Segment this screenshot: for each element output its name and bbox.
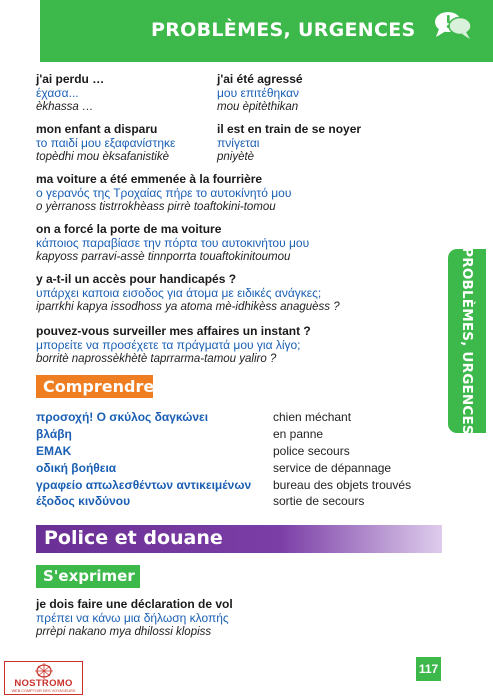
- nostromo-logo: [4, 661, 83, 695]
- phrase-greek: έχασα...: [36, 86, 79, 100]
- vocab-greek: βλάβη: [36, 427, 72, 442]
- phrase-phonetic: prrèpi nakano mya dhilossi klopiss: [36, 626, 212, 638]
- phrase-french: pouvez-vous surveiller mes affaires un instant ?: [36, 324, 311, 338]
- list-item: [36, 459, 411, 476]
- phrase-greek: μπορείτε να προσέχετε τα πράγματά μου για λίγο;: [36, 338, 301, 352]
- chapter-side-tab: [448, 249, 486, 433]
- phrase-accessibility: [36, 272, 340, 314]
- side-tab-label: PROBLÈMES, URGENCES: [459, 247, 475, 435]
- phrase-lost: [36, 72, 104, 114]
- exprimer-heading: S'exprimer: [36, 565, 140, 588]
- phrase-french: j'ai perdu …: [36, 72, 105, 86]
- list-item: [36, 476, 411, 493]
- phrase-phonetic: mou èpitèthikan: [217, 101, 299, 113]
- phrase-greek: κάποιος παραβίασε την πόρτα του αυτοκινήτου μου: [36, 236, 310, 250]
- chapter-header: [40, 0, 493, 62]
- vocab-greek: ΕΜΑΚ: [36, 443, 72, 458]
- vocab-french: bureau des objets trouvés: [273, 477, 412, 492]
- phrase-french: y a-t-il un accès pour handicapés ?: [36, 272, 237, 286]
- logo-tagline: WEB COMPTOIR DES VOYAGEURS: [11, 689, 76, 693]
- list-item: [36, 409, 411, 426]
- phrase-phonetic: o yèrranoss tistrrokhèass pirrè toaftokini-tomou: [36, 201, 276, 213]
- list-item: [36, 426, 411, 443]
- phrase-child-missing: [36, 122, 175, 164]
- vocab-french: chien méchant: [273, 410, 352, 425]
- vocab-french: sortie de secours: [273, 494, 365, 509]
- chat-bubbles-icon: [431, 7, 475, 43]
- phrase-phonetic: iparrkhi kapya issodhoss ya atoma mè-idhikèss anaguèss ?: [36, 301, 340, 313]
- phrase-french: je dois faire une déclaration de vol: [36, 597, 233, 611]
- phrase-french: mon enfant a disparu: [36, 122, 158, 136]
- phrase-phonetic: topèdhi mou èksafanistikè: [36, 151, 169, 163]
- logo-name: NOSTROMO: [14, 678, 73, 689]
- vocab-greek: οδική βοήθεια: [36, 460, 117, 475]
- phrase-french: on a forcé la porte de ma voiture: [36, 222, 222, 236]
- phrase-towed: [36, 172, 291, 214]
- phrase-greek: μου επιτέθηκαν: [217, 86, 300, 100]
- phrase-french: il est en train de se noyer: [217, 122, 362, 136]
- phrase-greek: ο γερανός της Τροχαίας πήρε το αυτοκίνητό μου: [36, 186, 292, 200]
- page-number: 117: [416, 657, 441, 681]
- police-section-heading: Police et douane: [36, 525, 442, 553]
- comprendre-list: [36, 409, 411, 510]
- vocab-greek: προσοχή! Ο σκύλος δαγκώνει: [36, 410, 209, 425]
- ship-wheel-icon: [32, 663, 56, 679]
- phrase-greek: το παιδί μου εξαφανίστηκε: [36, 136, 176, 150]
- list-item: [36, 443, 411, 460]
- vocab-french: en panne: [273, 427, 324, 442]
- phrase-attacked: [217, 72, 303, 114]
- phrase-phonetic: borritè naprossèkhètè taprrarma-tamou yaliro ?: [36, 353, 277, 365]
- vocab-french: service de dépannage: [273, 460, 392, 475]
- vocab-greek: έξοδος κινδύνου: [36, 494, 131, 509]
- phrase-phonetic: èkhassa …: [36, 101, 94, 113]
- phrase-phonetic: kapyoss parravi-assè tinnporrta touaftokinitoumou: [36, 251, 291, 263]
- phrase-french: j'ai été agressé: [217, 72, 303, 86]
- phrase-greek: υπάρχει καποια εισοδος για άτομα με ειδικές ανάγκες;: [36, 286, 322, 300]
- phrase-theft-report: [36, 597, 233, 639]
- phrase-greek: πνίγεται: [217, 136, 260, 150]
- list-item: [36, 493, 411, 510]
- phrase-car-break-in: [36, 222, 309, 264]
- phrase-phonetic: pniyètè: [217, 151, 255, 163]
- phrase-watch-belongings: [36, 324, 311, 366]
- phrase-greek: πρέπει να κάνω μια δήλωση κλοπής: [36, 611, 229, 625]
- comprendre-heading: Comprendre: [36, 375, 153, 398]
- phrase-drowning: [217, 122, 361, 164]
- chapter-title: PROBLÈMES, URGENCES: [151, 19, 416, 41]
- vocab-greek: γραφείο απωλεσθέντων αντικειμένων: [36, 477, 252, 492]
- phrase-french: ma voiture a été emmenée à la fourrière: [36, 172, 263, 186]
- vocab-french: police secours: [273, 443, 350, 458]
